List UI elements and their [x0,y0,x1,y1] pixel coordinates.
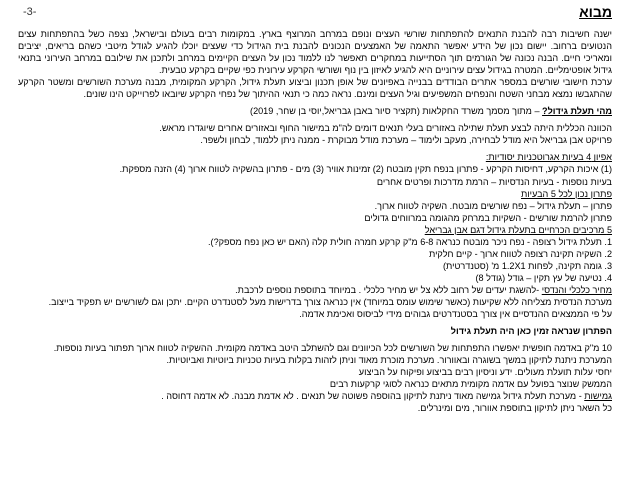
economic-detail-line: מערכת הנדסית מצליחה ללא שקיעות (כאשר שימוש עומס במיוחד) אין כנראה צורך בדרישות מעל לסטנדרט הקיים. יתכן וגם לשורשים יש תפקיד בייצוב. [48,296,612,307]
document-body [18,28,612,414]
second-paragraph: ערכת חישובי שורשים במספר אתרים הבודדים בבנייה באפיונים של אופן תכנון וביצוע תעלת גידול, הקרקע המקומית, מבנה מערכת השורשים ומשטר הקרקע שהתגבשו נמצא מבחני השטח והנפחים המשפיעים וגיל העצים ומינם. נראה כמה כי תנאי ההיתוך של נפחי הקרקע שיובאו לפרוייקט הינו שונים. [18,77,612,100]
time-line: יחסי עלות תועלת מעולים. ידע וניסיון רבים בביצוע ופיקוח על הביצוע [358,367,612,378]
economic-detail-line: על פי הממצאים ההנדסיים אין צורך בסטנדרטים גבוהים מידי לביסוס ואכימת אדמה. [299,309,612,320]
component-item: 4. נטיעה של עץ תקין – גודל (גודל 8) [475,272,612,283]
text-line: הכוונה הכללית היתה לבצע תעלת שתילה באזורים בעלי תנאים דומים לה"מ במישור החוף ובאזורים אחרים שיוגדרו מראש. [159,123,612,134]
components-heading: 5 מרכיבים הכרחיים בתעלת גידול דגם אבן גבריאל [424,224,612,235]
flexibility-label: גמישות [584,391,612,402]
flexibility-text: - מערכת תעלת גידול גמישה מאוד ניתנת לתיקון בהוספה פשוטה של תנאים . לא אדמת מבנה. לא אדמה דחוסה . [161,391,585,402]
text-line: פרויקט אבן גבריאל היא מודל לבחירה, מעקב ולימוד – מערכת מודל מבוקרת - ממנה ניתן ללמוד, לבחון ולשפר. [200,135,612,146]
flexibility-line [18,390,612,402]
definition-text: – מתוך מסמך משרד החקלאות (תקציר סיור באבן גבריאל,יוסי בן שחר, 2019) [250,106,543,117]
page-number: -3- [23,6,37,18]
solution-line: פתרון להרמת שורשים - השקיות במרחק מהגומה במרווחים גדולים [364,212,612,223]
component-item: 1. תעלת גידול רצופה - נפח ניכר מובטח כנראה 6-8 מ"ק קרקע חמרה חולית קלה (האם יש כאן נפח מספק?). [208,236,612,247]
last-line: כל השאר ניתן לתיקון בתוספת אוורור, מים ומינרלים. [417,403,612,414]
economic-line [18,284,612,296]
problems-line: (1) איכות הקרקע, דחיסות הקרקע - פתרון בנפח תקין מובטח (2) זמינות אוויר (3) מים - פתרון בהשקיה לטווח ארוך (4) הזנה מספקת. [119,164,612,175]
economic-label: מחיר כלכלי והנדסי [541,284,612,295]
component-item: 3. גומה תקינה, לפחות 1.2X1 מ' (סטנדרטית) [443,260,612,271]
solution-line: פתרון – תעלת גידול – נפח שורשים מובטח. השקיה לטווח ארוך. [374,200,612,211]
economic-text: -להשגת יעדים של רחוב ללא צל יש מחיר כלכלי . במיוחד בתוספת נוספים לרכבת. [235,284,542,295]
extra-problems-line: בעיות נוספות - בעיות הנדסיות – הרמת מדרכות ופרטים אחרים [376,176,612,187]
problems-heading: אפיון 4 בעיות אגרוטכניות יסודיות: [485,152,612,163]
intro-paragraph: ישנה חשיבות רבה להבנת התנאים להתפתחות שורשי העצים ונופם במרחב המרוצף בארץ. במקומות רבים בעולם ובישראל, נצפה כשל בהתפתחות עצים הנטועים ברחוב. יישום נכון של הידע יאפשר התאמה של האמצעים הנכונים להבנת בית הגידול כדי שעצים יוכלו להגיע לגודל מיטבי כשהם בריאים, יציבים ומאריכי חיים. הבנה נכונה של הגורמים תוך הסתייעות במחקרים תאפשר לנו ללמוד נכון על העצים הקיימים במרחב ולתכנן את שילובם במרחב העירוני בתנאי גידול אופטימליים. המטרה בגידול עצים עירוניים היא להגיע לאיזון בין נוף ושורשי הקרקע עירונית כפי שקיים בקרקע טבעית. [18,29,612,76]
solution-heading: פתרון נכון לכל 5 הבעיות [521,188,612,199]
time-line: הממשק שנוצר בפועל עם אדמה מקומית מתאים כנראה לסוגי קרקעות רבים [329,379,612,390]
document-title: מבוא [579,4,612,20]
time-heading: הפתרון שנראה זמין כאן היה תעלת גידול [450,326,612,337]
time-line: המערכת ניתנת לתיקון במשך בשוגרה ובאוורור. מערכת מוכרת מאוד וניתן לזהות בקלות בעיות טכניות ביוטיות ואביוטיות. [166,355,612,366]
definition-line [18,105,612,117]
time-line: 10 מ"ק באדמה חופשית יאפשרו התפתחות של השורשים לכל הכיוונים וגם להשתלב היטב באדמה מקומית. ההשקיה לטווח ארוך תפתור בעיות נוספות. [53,343,612,354]
component-item: 2. השקיה תקינה רצופה לטווח ארוך - קיים חלקית [428,248,612,259]
definition-label: מהי תעלת גידול? [542,106,612,117]
